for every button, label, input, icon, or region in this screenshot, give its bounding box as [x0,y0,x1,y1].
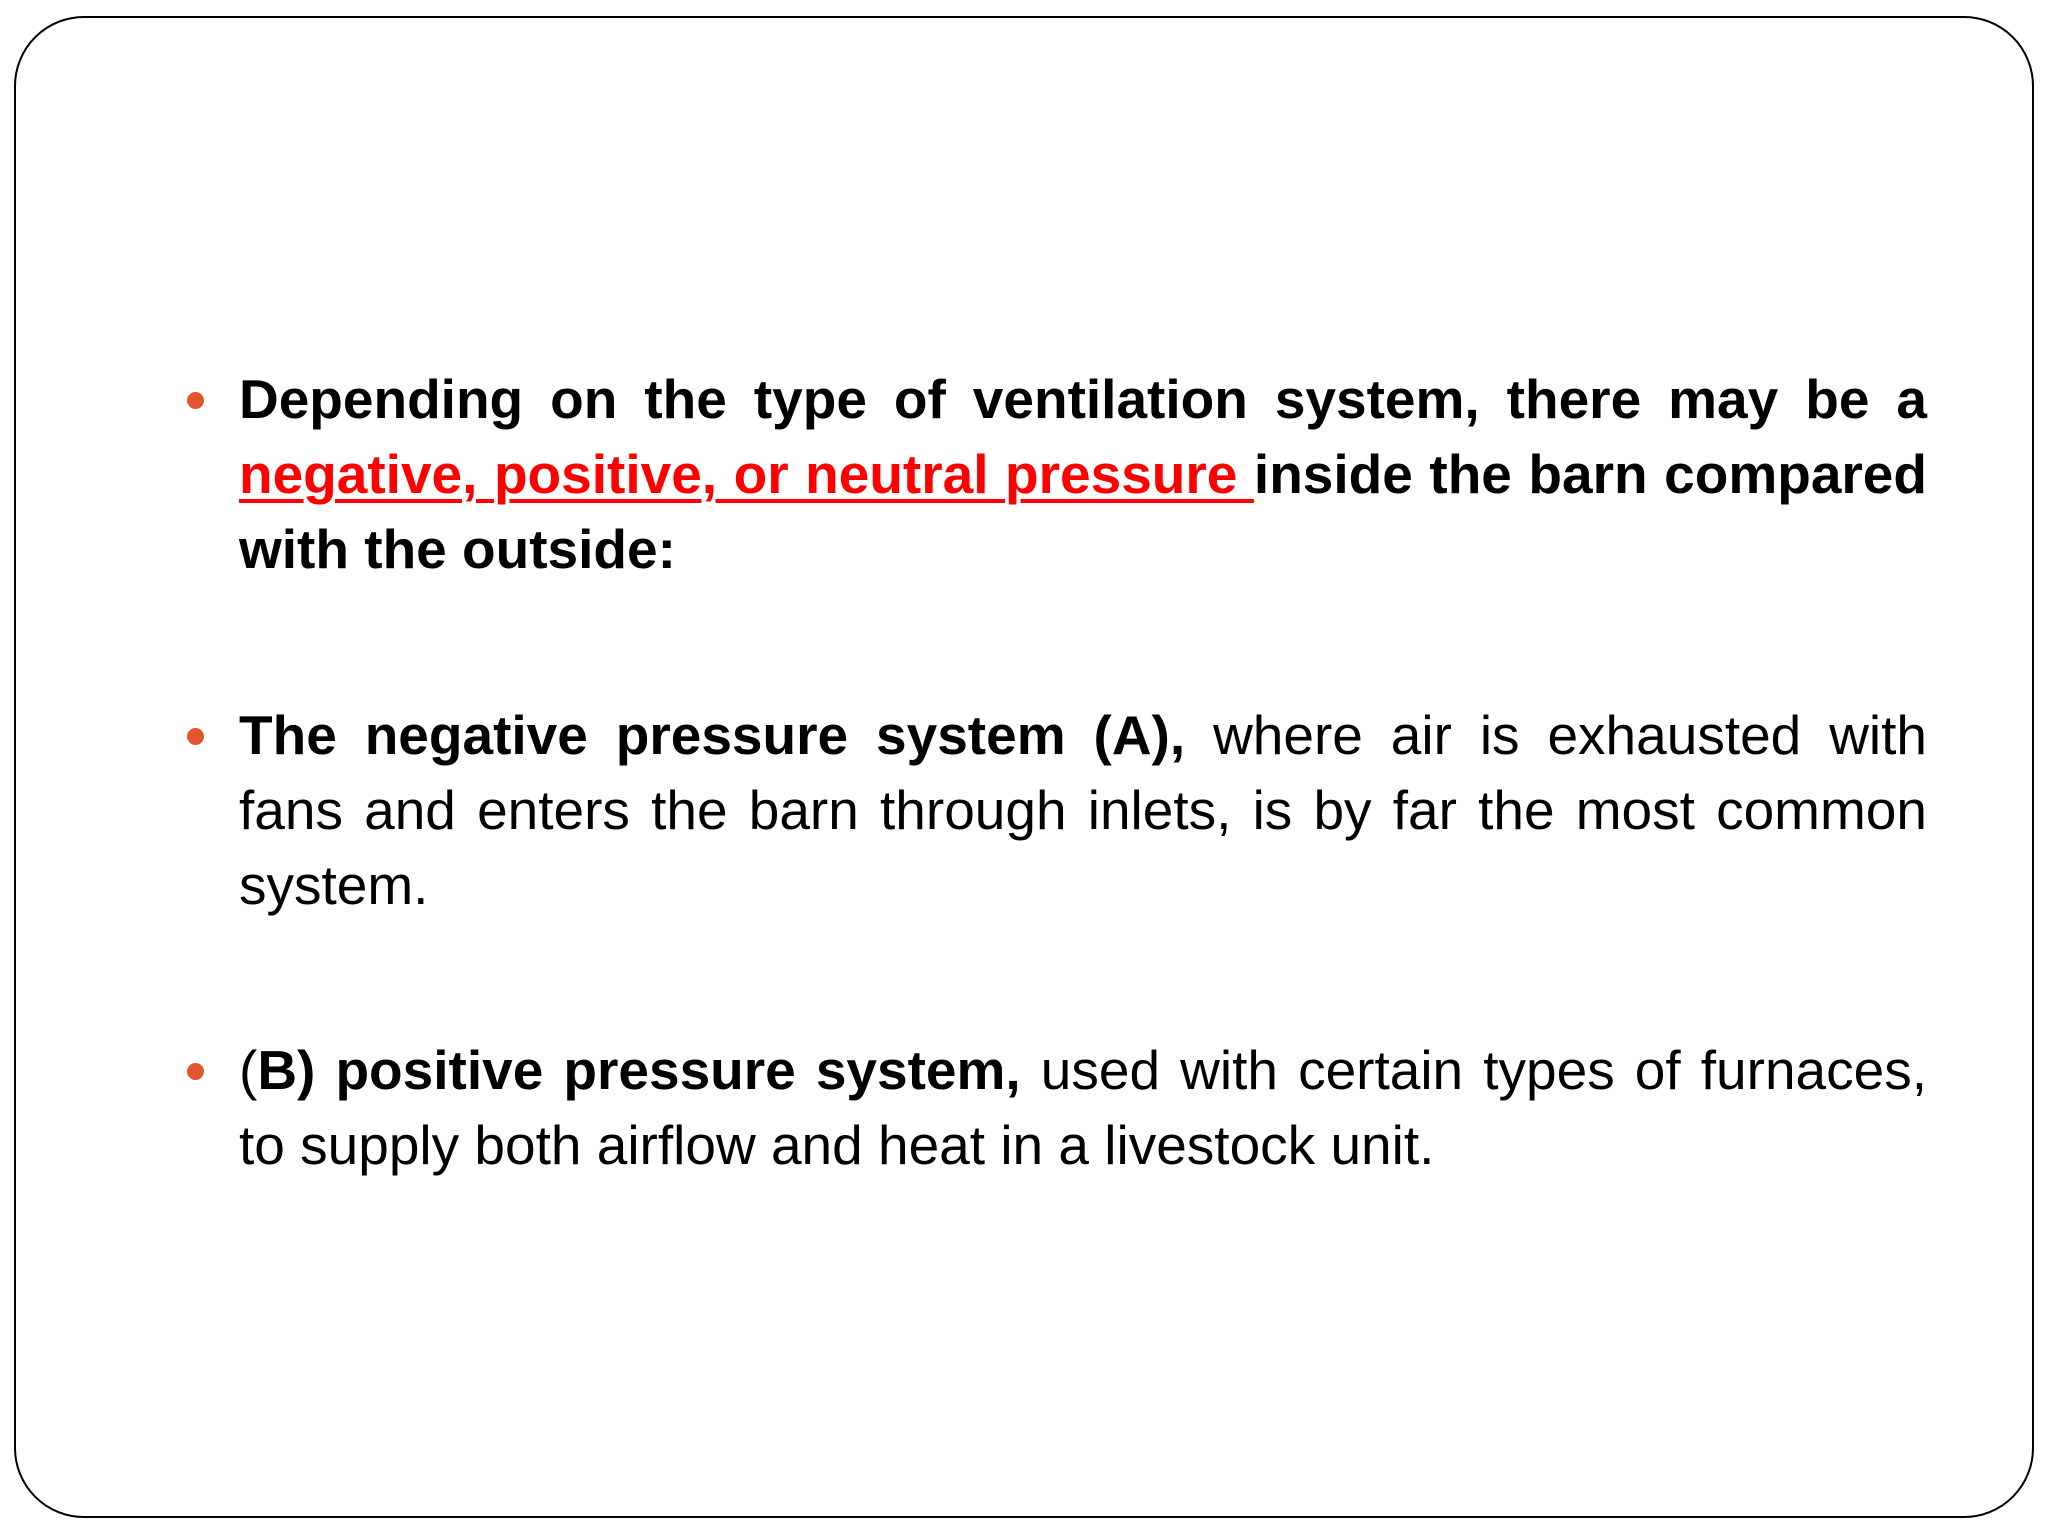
slide [14,16,2034,1518]
positive-pressure-description: used with certain types of furnaces, to supply both airflow and heat in a livestock unit. [239,1039,1927,1176]
bullet-dot-icon [187,1063,204,1080]
bullet-item-positive-pressure [239,1033,1927,1183]
bullet-1-tail-text: inside the barn compared with the outside: [239,443,1927,580]
positive-pressure-heading: B) positive pressure system, [257,1039,1021,1101]
bullet-dot-icon [187,728,204,745]
bullet-item-negative-pressure [239,698,1927,923]
negative-pressure-description: where air is exhausted with fans and enters the barn through inlets, is by far the most common system. [239,704,1927,916]
bullet-1-lead-text: Depending on the type of ventilation system, there may be a [239,368,1927,430]
pressure-types-highlight: negative, positive, or neutral pressure [239,443,1254,505]
bullet-item-pressure-types [239,362,1927,587]
bullet-dot-icon [187,392,204,409]
positive-pressure-open-paren: ( [239,1039,258,1101]
bullet-list [16,18,2032,1516]
negative-pressure-heading: The negative pressure system (A), [239,704,1186,766]
